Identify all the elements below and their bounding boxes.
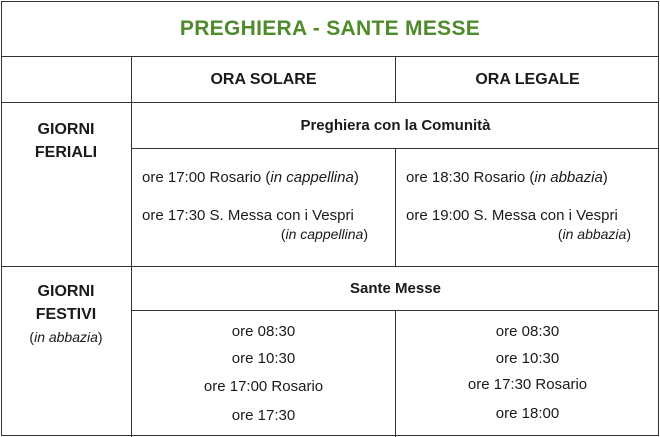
feriali-section-header: Preghiera con la Comunità — [300, 117, 491, 134]
festivi-section-header: Sante Messe — [350, 280, 441, 297]
list-item: ore 10:30 — [495, 350, 560, 367]
list-item: ore 17:00 Rosario — [203, 378, 324, 395]
festivi-solare-list — [132, 320, 395, 437]
row-header-feriali-line1: GIORNI — [37, 121, 95, 138]
rosario-time: ore 17:00 Rosario ( — [142, 169, 271, 186]
list-item: ore 17:30 — [231, 407, 296, 424]
feriali-solare-messa-place — [281, 226, 368, 242]
feriali-legale-messa-place — [558, 226, 631, 242]
list-item: ore 08:30 — [231, 323, 296, 340]
paren-close: ) — [97, 329, 103, 345]
messa-place: in abbazia — [562, 226, 627, 242]
list-item: ore 17:30 Rosario — [467, 376, 588, 393]
feriali-legale-messa: ore 19:00 S. Messa con i Vespri — [406, 207, 618, 224]
page-title: PREGHIERA - SANTE MESSE — [179, 16, 481, 40]
row-header-festivi — [1, 280, 131, 349]
paren-open: ( — [280, 226, 286, 242]
paren-close: ) — [363, 226, 368, 242]
list-item: ore 18:00 — [495, 405, 560, 422]
rosario-time: ore 18:30 Rosario ( — [406, 169, 535, 186]
paren-close: ) — [602, 169, 608, 186]
paren-close: ) — [353, 169, 359, 186]
rosario-place: in cappellina — [270, 169, 354, 186]
divider-col-feriali — [395, 148, 396, 267]
paren-open: ( — [557, 226, 563, 242]
paren-open: ( — [29, 329, 35, 345]
row-header-feriali — [1, 118, 131, 164]
feriali-solare-rosario — [142, 168, 359, 187]
messa-place: in cappellina — [285, 226, 364, 242]
festivi-legale-list — [396, 320, 659, 437]
row-header-festivi-place — [1, 326, 131, 349]
list-item: ore 10:30 — [231, 350, 296, 367]
column-header-ora-solare: ORA SOLARE — [210, 70, 317, 88]
rosario-place: in abbazia — [534, 169, 603, 186]
row-header-feriali-line2: FERIALI — [34, 144, 98, 161]
feriali-legale-rosario — [406, 168, 608, 187]
paren-close: ) — [626, 226, 631, 242]
column-header-ora-legale: ORA LEGALE — [475, 70, 580, 88]
list-item: ore 08:30 — [495, 323, 560, 340]
feriali-solare-messa: ore 17:30 S. Messa con i Vespri — [142, 207, 354, 224]
festivi-place: in abbazia — [34, 329, 98, 345]
row-header-festivi-line2: FESTIVI — [35, 306, 97, 323]
row-header-festivi-line1: GIORNI — [37, 283, 95, 300]
